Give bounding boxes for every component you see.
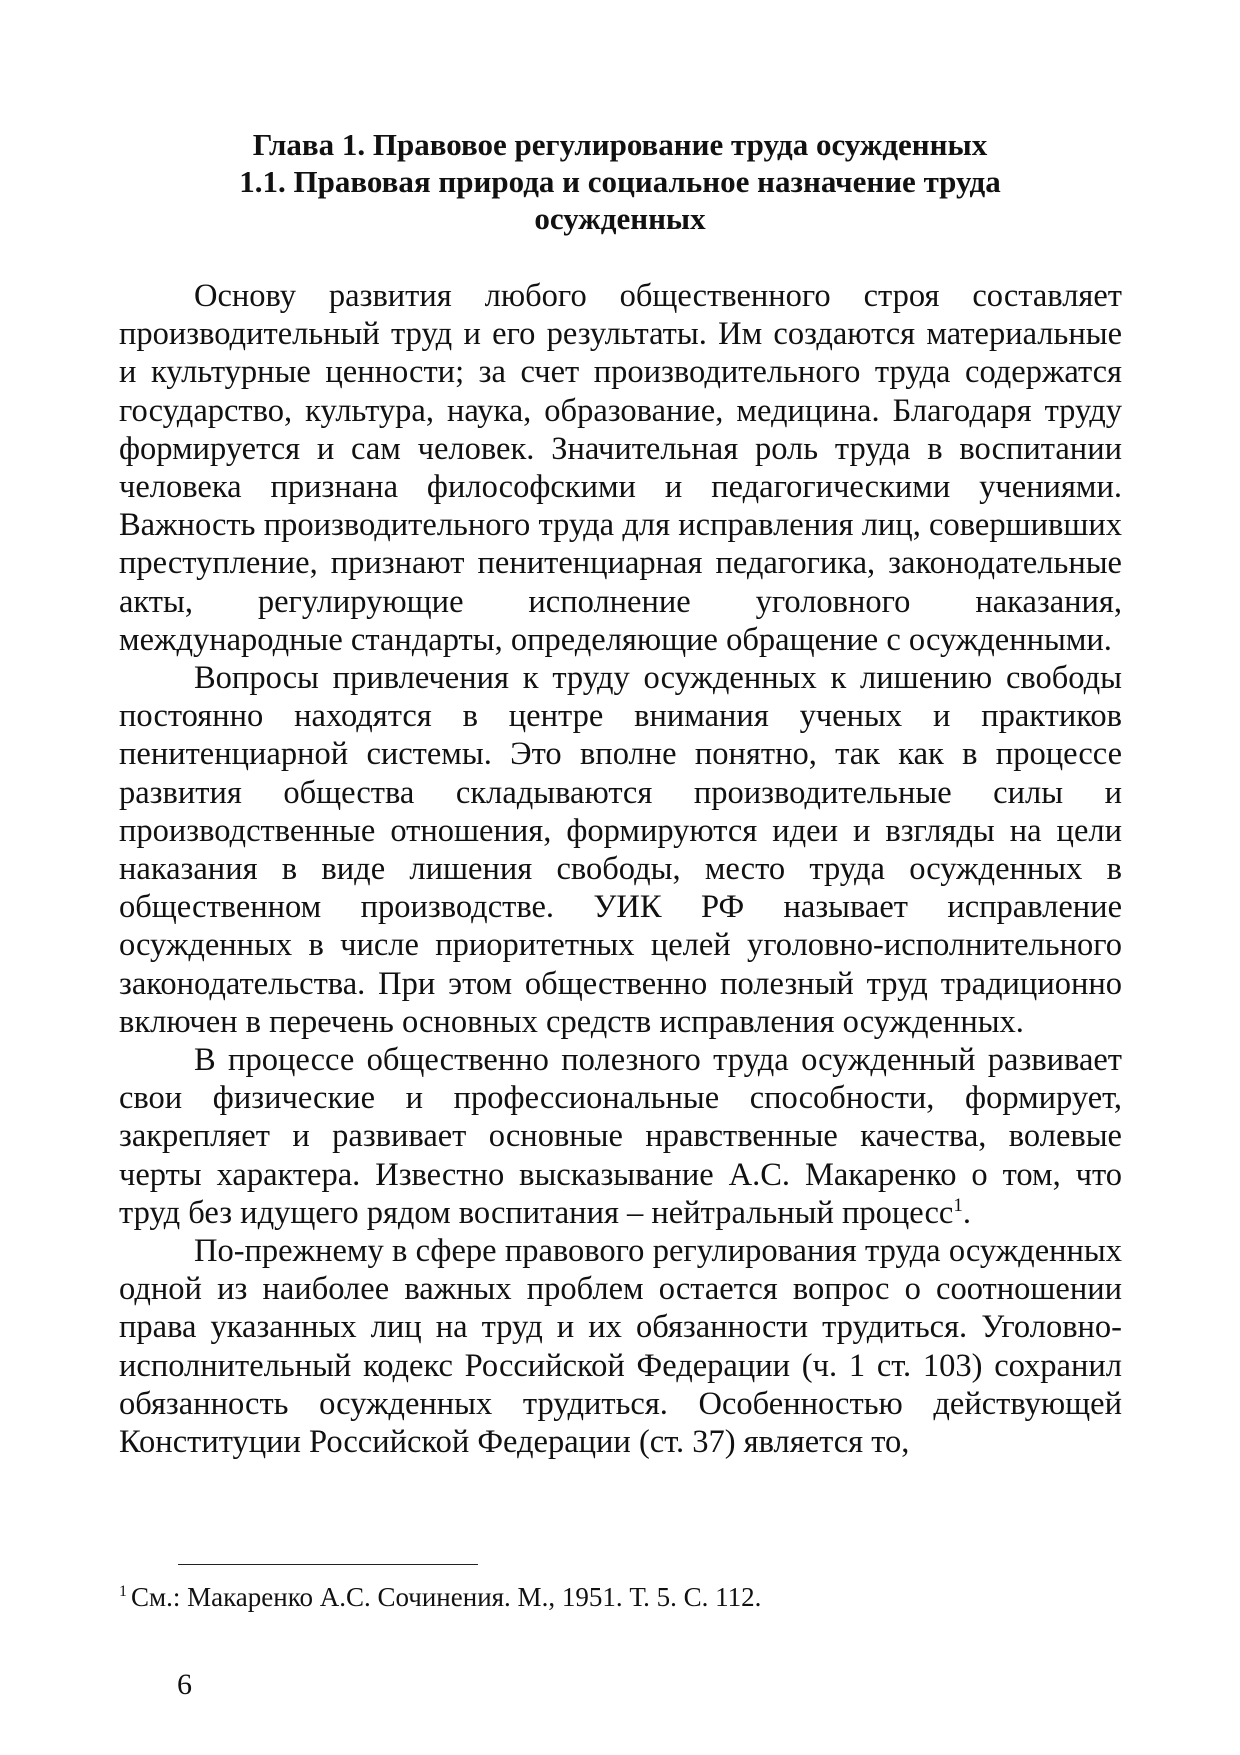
footnote-separator — [178, 1564, 478, 1565]
footnote-text: См.: Макаренко А.С. Сочинения. М., 1951. Т. 5. С. 112. — [131, 1582, 762, 1612]
paragraph: По-прежнему в сфере правового регулирования труда осужденных одной из наиболее важных проблем остается вопрос о соотношении права указанных лиц на труд и их обязанности трудиться. Уголовно-исполнительный кодекс Российской Федерации (ч. 1 ст. 103) сохранил обязанность осужденных трудиться. Особенностью действующей Конституции Российской Федерации (ст. 37) является то, — [119, 1233, 1122, 1461]
body-text — [119, 277, 1122, 1461]
footnote-marker: 1 — [119, 1583, 127, 1600]
page-number: 6 — [177, 1668, 192, 1701]
footnote — [119, 1581, 1122, 1613]
paragraph-end-punctuation: . — [962, 1194, 971, 1231]
section-title-continuation: осужденных — [534, 201, 706, 236]
paragraph — [119, 1041, 1122, 1232]
chapter-title: Глава 1. Правовое регулирование труда осужденных — [252, 127, 988, 162]
paragraph: Вопросы привлечения к труду осужденных к лишению свободы постоянно находятся в центре внимания ученых и практиков пенитенциарной системы. Это вполне понятно, так как в процессе развития общества складываются производительные силы и производственные отношения, формируются идеи и взгляды на цели наказания в виде лишения свободы, место труда осужденных в общественном производстве. УИК РФ называет исправление осужденных в числе приоритетных целей уголовно-исполнительного законодательства. При этом общественно полезный труд традиционно включен в перечень основных средств исправления осужденных. — [119, 660, 1122, 1040]
footnote-reference[interactable]: 1 — [953, 1195, 963, 1217]
paragraph: Основу развития любого общественного строя составляет производительный труд и его результаты. Им создаются материальные и культурные ценности; за счет производительного труда содержатся государство, культура, наука, образование, медицина. Благодаря труду формируется и сам человек. Значительная роль труда в воспитании человека признана философскими и педагогическими учениями. Важность производительного труда для исправления лиц, совершивших преступление, признают пенитенциарная педагогика, законодательные акты, регулирующие исполнение уголовного наказания, международные стандарты, определяющие обращение с осужденными. — [119, 278, 1122, 658]
section-title: 1.1. Правовая природа и социальное назначение труда — [239, 164, 1001, 199]
chapter-heading — [150, 126, 1090, 237]
paragraph-text: В процессе общественно полезного труда осужденный развивает свои физические и профессиональные способности, формирует, закрепляет и развивает основные нравственные качества, волевые черты характера. Известно высказывание А.С. Макаренко о том, что труд без идущего рядом воспитания – нейтральный процесс — [119, 1042, 1122, 1231]
